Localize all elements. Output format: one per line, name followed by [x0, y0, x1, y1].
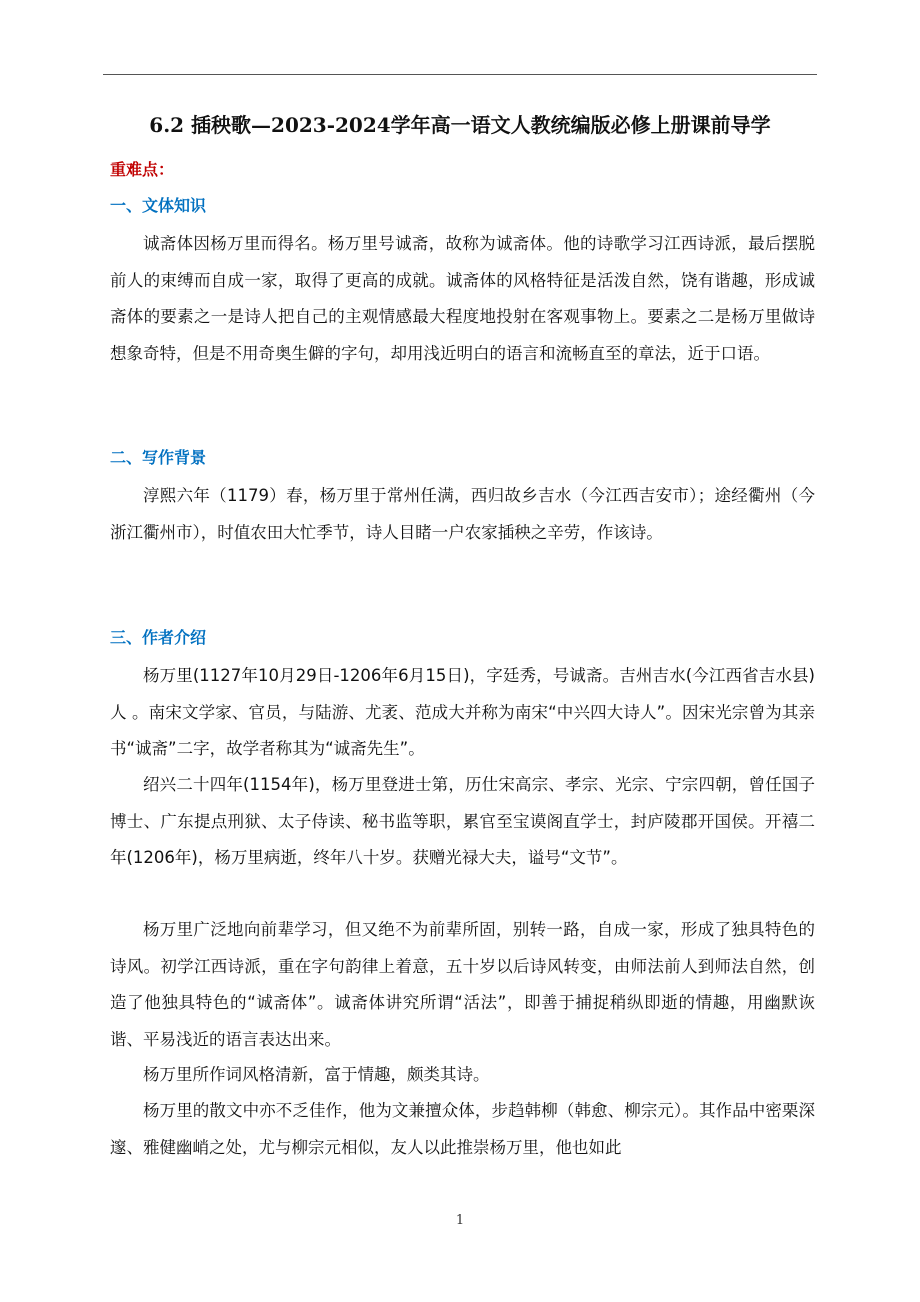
section-heading-genre: 一、文体知识	[110, 196, 207, 215]
paragraph-author-career: 绍兴二十四年(1154年)，杨万里登进士第，历仕宋高宗、孝宗、光宗、宁宗四朝，曾任国子博士、广东提点刑狱、太子侍读、秘书监等职，累官至宝谟阁直学士，封庐陵郡开国侯。开禧二年(1206年)，杨万里病逝，终年八十岁。获赠光禄大夫，谥号“文节”。	[110, 775, 815, 867]
paragraph-author-ci: 杨万里所作词风格清新，富于情趣，颇类其诗。	[143, 1065, 490, 1084]
paragraph-author-prose: 杨万里的散文中亦不乏佳作，他为文兼擅众体，步趋韩柳（韩愈、柳宗元）。其作品中密栗深邃、雅健幽峭之处，尤与柳宗元相似，友人以此推崇杨万里，他也如此	[110, 1101, 815, 1157]
document-title: 6.2 插秧歌—2023-2024学年高一语文人教统编版必修上册课前导学	[149, 113, 771, 137]
paragraph-author-style: 杨万里广泛地向前辈学习，但又绝不为前辈所固，别转一路，自成一家，形成了独具特色的诗风。初学江西诗派，重在字句韵律上着意，五十岁以后诗风转变，由师法前人到师法自然，创造了他独具特色的“诚斋体”。诚斋体讲究所谓“活法”，即善于捕捉稍纵即逝的情趣，用幽默诙谐、平易浅近的语言表达出来。	[110, 920, 815, 1049]
header-rule	[103, 74, 817, 75]
paragraph-genre-knowledge: 诚斋体因杨万里而得名。杨万里号诚斋，故称为诚斋体。他的诗歌学习江西诗派，最后摆脱前人的束缚而自成一家，取得了更高的成就。诚斋体的风格特征是活泼自然，饶有谐趣，形成诚斋体的要素之一是诗人把自己的主观情感最大程度地投射在客观事物上。要素之二是杨万里做诗想象奇特，但是不用奇奥生僻的字句，却用浅近明白的语言和流畅直至的章法，近于口语。	[110, 234, 815, 363]
key-points-label: 重难点：	[110, 160, 175, 179]
paragraph-author-bio: 杨万里(1127年10月29日-1206年6月15日)，字廷秀，号诚斋。吉州吉水(今江西省吉水县)人 。南宋文学家、官员，与陆游、尤袤、范成大并称为南宋“中兴四大诗人”。因宋光宗曾为其亲书“诚斋”二字，故学者称其为“诚斋先生”。	[110, 666, 815, 758]
paragraph-writing-background: 淳熙六年（1179）春，杨万里于常州任满，西归故乡吉水（今江西吉安市）；途经衢州（今浙江衢州市），时值农田大忙季节，诗人目睹一户农家插秧之辛劳，作该诗。	[110, 486, 815, 542]
section-heading-author: 三、作者介绍	[110, 628, 207, 647]
section-heading-background: 二、写作背景	[110, 448, 207, 467]
page-number: 1	[455, 1213, 465, 1228]
